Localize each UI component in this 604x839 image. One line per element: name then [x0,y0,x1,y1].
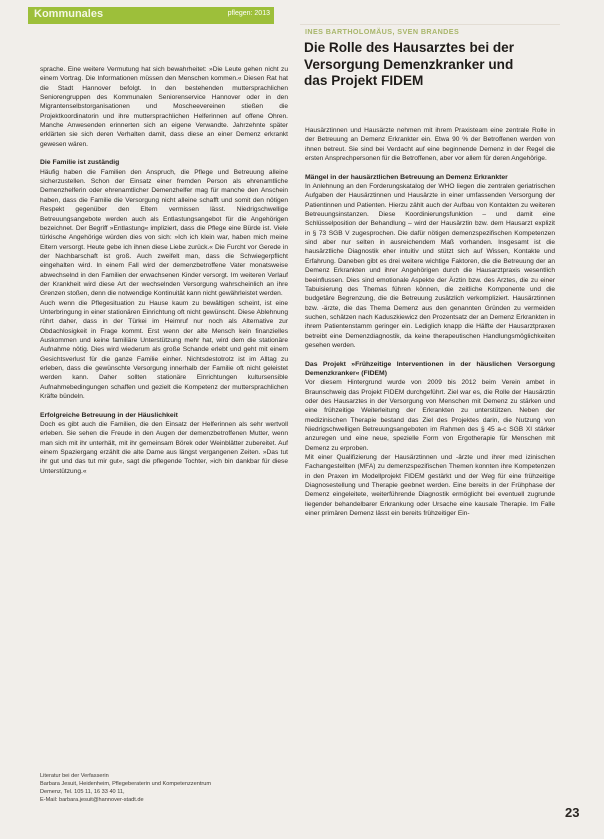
title-line: Versorgung Demenzkranker und [304,56,514,72]
subheading: Das Projekt »Frühzeitige Interventionen in der häuslichen Versorgung Demenzkranker« (FIDEM) [305,360,555,377]
subheading: Die Familie ist zuständig [40,159,120,167]
paragraph: Doch es gibt auch die Familien, die den Einsatz der Helferinnen als sehr wertvoll erleben. Sie sehen die Freude in den Augen der demenzbetroffenen Mutter, wenn man sich mit ihr unterhält, mit ihr gemeinsam Börek oder Weinblätter zubereitet. Auf einem Spaziergang erzählt die alte Dame aus längst vergangenen Zeiten. »Das tut ihr gut und das tut mir gut«, sagt die pflegende Tochter, »ich bin dankbar für diese Unterstützung.« [40,421,288,475]
section-label: Kommunales [34,8,104,20]
subheading: Erfolgreiche Betreuung in der Häuslichkeit [40,411,178,419]
paragraph: Häufig haben die Familien den Anspruch, die Pflege und Betreuung alleine sicherzustellen. Schon der Einsatz einer fremden Person als ehrenamtliche Demenzhelferin oder ehrenamtlicher Demenzhelfer mag für manche den Anschein haben, dass die Familie die Versorgung nicht alleine schafft und somit den nötigen Respekt gegenüber den Eltern vermissen lässt. Niedrigschwellige Betreuungsangebote werden auch als Entlastungsangebot für die Angehörigen bezeichnet. Der Begriff »Entlastung« impliziert, dass die Pflege eine Bürde ist. Viele türkische Angehörige würden dies von sich: »Ich ich klein war, haben mich meine Eltern versorgt. Heute gebe ich ihnen diese Liebe zurück.« Die Furcht vor Gerede in der Nachbarschaft ist groß. Auch zweifelt man, dass die Schwiegerpflicht eingehalten wird. In einem Fall wird der demenzbetroffene Vater monatsweise abwechselnd in den Familien der erwachsenen Kinder versorgt. Im weiteren Verlauf der Krankheit wird diese Art der wechselnden Versorgung wahrscheinlich an ihre Grenzen stoßen, denn die notwendige Kontinuität kann nicht gewährleistet werden. [40,168,288,298]
literature-line: Demenz, Tel. 105 11, 16 33 40 11, [40,789,125,796]
paragraph: Auch wenn die Pflegesituation zu Hause kaum zu bewältigen scheint, ist eine Unterbringung in einer stationären Einrichtung oft nicht gewünscht. Diese Ablehnung rührt daher, dass in der Türkei im Heimruf nur noch als Alternative zur Obdachlosigkeit in Frage kommt. Erst wenn der alte Mensch kein finanzielles Auskommen und keine familiäre Unterstützung mehr hat, wird dem die stationäre Aufnahme nötig. Dies wird wiederum als große Schande erlebt und geht mit einem Gesichtsverlust für die ganze Familie einher. Nichtsdestotrotz ist im Alltag zu erleben, dass die gewünschte Versorgung innerhalb der Familie oft nicht geleistet werden kann. Daher sollten stationäre Einrichtungen kultursensible Aufnahmebedingungen schaffen und gezielt die Kompetenz der muttersprachlichen Kräfte bündeln. [40,299,288,401]
literature-line: Barbara Jesuit, Heidenheim, Pflegeberaterin und Kompetenzzentrum [40,781,212,788]
section-header-bar [28,7,274,24]
paragraph: Hausärztinnen und Hausärzte nehmen mit ihrem Praxisteam eine zentrale Rolle in der Betreuung an Demenz Erkrankter ein. Etwa 90 % der Betroffenen werden von ihnen betreut. Sie sind bei Verdacht auf eine beginnende Demenz in der Regel die ersten Ansprechpersonen für die Betroffenen, aber vor allem für deren Angehörige. [305,127,555,163]
literature-line: E-Mail: barbara.jesuit@hannover-stadt.de [40,797,144,804]
page-number: 23 [565,805,580,820]
article-authors: INES BARTHOLOMÄUS, SVEN BRANDES [305,27,460,36]
paragraph: Vor diesem Hintergrund wurde von 2009 bis 2012 beim Verein ambet in Braunschweig das Projekt FIDEM durchgeführt. Ziel war es, die Rolle der Hausärztin oder des Hausarztes in der Versorgung von Menschen mit Demenz zu stärken und eine frühzeitige Weiterleitung der Erkrankten zu unterstützen. Neben der medizinischen Therapie bestand das Ziel des Projektes darin, die Nutzung von Niedrigschwelligen Betreuungsangeboten im Rahmen des § 45 a-c SGB XI stärker anzuregen und eine neue, spezielle Form von Ergotherapie für Menschen mit Demenz zu erproben. [305,379,555,452]
title-line: das Projekt FIDEM [304,73,424,88]
title-line: Die Rolle des Hausarztes bei der [304,40,515,55]
header-rule [300,24,560,25]
paragraph: In Anlehnung an den Forderungskatalog der WHO liegen die zentralen geriatrischen Aufgaben der Hausärztinnen und Hausärzte in einer umfassenden Versorgung der Patientinnen und Patienten. Hierzu zählt auch der Aufbau von Kontakten zu weiteren Betreuungsinstanzen. Diese Koordinierungsfunktion – und damit eine Schlüsselposition der Behandlung – wird der Hausärztin bzw. dem Hausarzt explizit in § 73 SGB V zugesprochen. Die dafür nötigen demenzspezifischen Kompetenzen sind aber nur selten in ausreichendem Maß vorhanden. Insgesamt ist die hausärztliche Diagnostik eher intuitiv und stützt sich auf Wissen, Kontakte und Erfahrung. Daneben gibt es drei weitere wichtige Faktoren, die die Betreuung der an Demenz Erkrankten und ihrer Angehörigen durch die Hausarztpraxis wesentlich beeinflussen. Dies sind emotionale Aspekte der Ärztin bzw. des Arztes, die zu einer Tabuisierung des Themas führen können, die zeitliche Komponente und die budgetäre Begrenzung, die die Betreuung zusätzlich verkompliziert. Hausärztinnen bzw. -ärzte, die das Thema Demenz aus den genannten Gründen zu vermeiden suchen, schätzen nach Kaduszkiewicz den Prozentsatz der an Demenz Erkrankten in ihrem Patientenstamm geringer ein. Lediglich knapp die Hälfte der Hausarztpraxen betreibt eine Demenzdiagnostik, da keine therapeutischen Handlungsmöglichkeiten gesehen werden. [305,183,555,349]
article-title [304,40,554,90]
issue-label: pflegen: 2013 [227,10,270,17]
subheading: Mängel in der hausärztlichen Betreuung an Demenz Erkrankter [305,173,508,181]
literature-note [40,772,280,804]
right-column [305,126,555,518]
paragraph: Mit einer Qualifizierung der Hausärztinnen und -ärzte und ihrer med izinischen Fachangestellten (MFA) zu demenzspezifischen Themen konnten ihre Kompetenzen in den Praxen im Modellprojekt FIDEM gestärkt und der Weg für eine frühzeitige Diagnosestellung und Therapie geebnet werden. Eine bereits in der Frühphase der Demenz eingeleitete, weiterführende Diagnostik ermöglicht bei eventuell zugrunde liegender behandelbarer Erkrankung oder Ursache eine kausale Therapie. Im Falle einer primären Demenz lässt ein bereits frühzeitiger Ein- [305,454,555,518]
left-column [40,65,288,476]
paragraph: sprache. Eine weitere Vermutung hat sich bewahrheitet: »Die Leute gehen nicht zu einem Vortrag. Die Informationen müssen den Menschen kommen.« Diesen Rat hat die Stadt Hannover befolgt. In den bestehenden muttersprachlichen Seniorengruppen des Kommunalen Seniorenservice Hannover oder in den Migrantenselbstorganisationen und Moscheevereinen stießen die Projektkoordinatorin und ihre muttersprachlichen Helferinnen auf offene Ohren. Manche Anwesenden erinnerten sich an eigene Verwandte. Jahrzehnte später erklärten sie sich deren Verhalten damit, dass diese an einer Demenz erkrankt gewesen wären. [40,66,288,148]
literature-line: Literatur bei der Verfasserin [40,773,109,779]
